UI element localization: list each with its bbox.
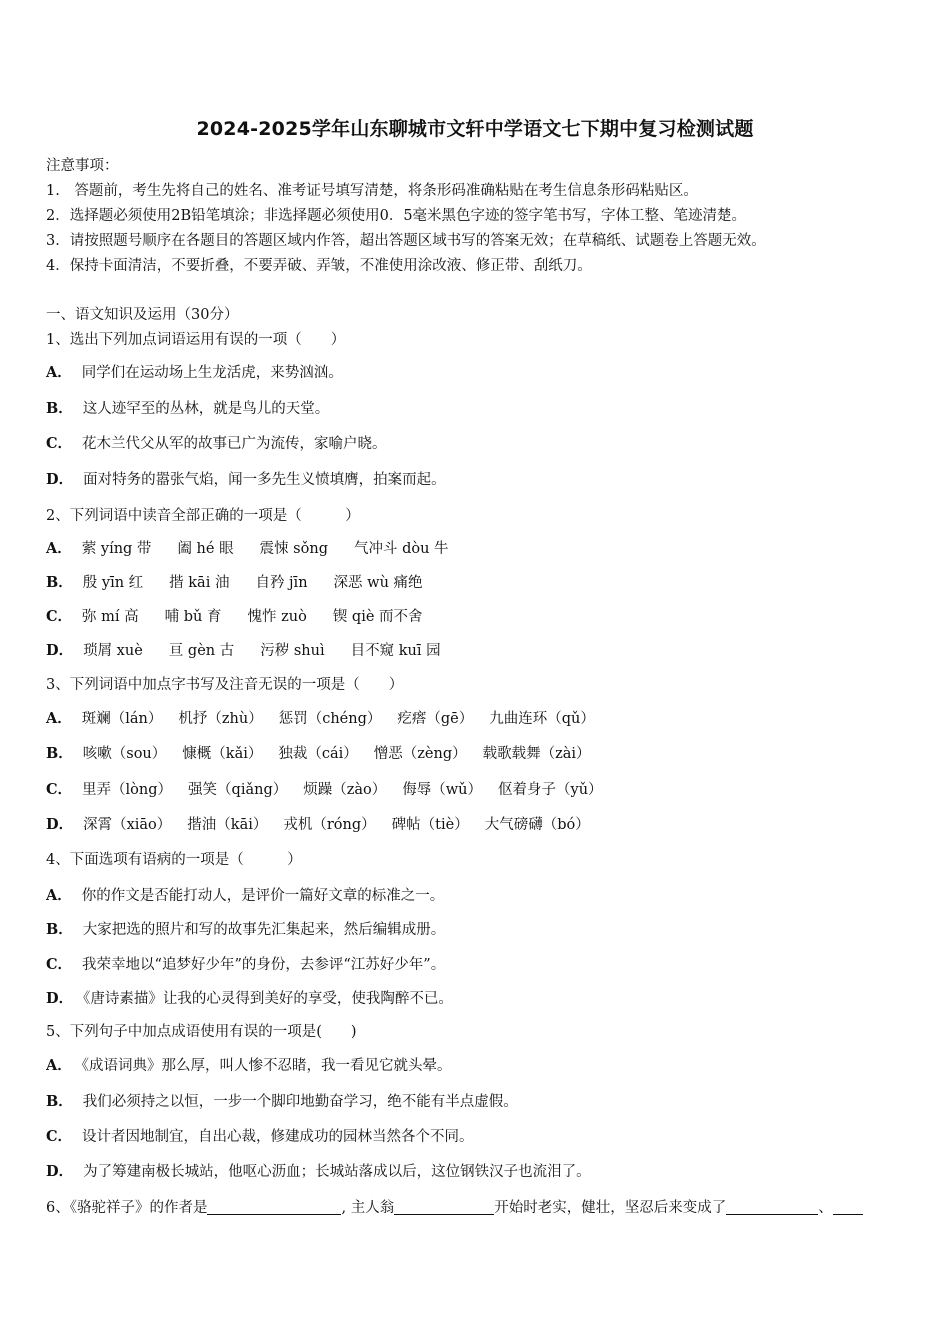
change-answer-blank-1[interactable] [726, 1199, 818, 1215]
question-3-option-c: C． 里弄（lòng） 强笑（qiǎng） 烦躁（zào） 侮辱（wǔ） 伛着身子（yǔ） [46, 781, 603, 798]
question-2-option-c: C． 弥 mí 高 哺 bǔ 育 愧怍 zuò 锲 qiè 而不舍 [46, 608, 423, 625]
question-1-option-b: B． 这人迹罕至的丛林，就是鸟儿的天堂。 [46, 400, 330, 417]
question-4-option-a: A． 你的作文是否能打动人，是评价一篇好文章的标准之一。 [46, 887, 445, 904]
question-2-stem: 2、下列词语中读音全部正确的一项是（ ） [46, 508, 360, 524]
question-1-stem: 1、选出下列加点词语运用有误的一项（ ） [46, 332, 346, 348]
question-5-stem: 5、下列句子中加点成语使用有误的一项是( ) [46, 1024, 357, 1040]
change-answer-blank-2[interactable] [833, 1199, 863, 1215]
question-3-option-b: B． 咳嗽（sou） 慷概（kǎi） 独裁（cái） 憎恶（zèng） 载歌载舞（zài） [46, 745, 591, 762]
question-5-option-a: A． 《成语词典》那么厚，叫人惨不忍睹，我一看见它就头晕。 [46, 1057, 452, 1074]
notice-item-1: 1. 答题前，考生先将自己的姓名、准考证号填写清楚，将条形码准确粘贴在考生信息条形码粘贴区。 [46, 183, 698, 199]
question-2-option-b: B． 殷 yīn 红 揩 kāi 油 自矜 jīn 深恶 wù 痛绝 [46, 574, 423, 591]
question-3-option-d: D． 深霄（xiāo） 揩油（kāi） 戎机（róng） 碑帖（tiè） 大气磅礴（bó） [46, 816, 590, 833]
question-4-option-b: B． 大家把选的照片和写的故事先汇集起来，然后编辑成册。 [46, 921, 446, 938]
section-heading: 一、语文知识及运用（30分） [46, 307, 239, 323]
question-5-option-d: D． 为了筹建南极长城站，他呕心沥血；长城站落成以后，这位钢铁汉子也流泪了。 [46, 1163, 591, 1180]
question-2-option-d: D． 琐屑 xuè 亘 gèn 古 污秽 shuì 目不窥 kuī 园 [46, 642, 441, 659]
question-3-stem: 3、下列词语中加点字书写及注音无误的一项是（ ） [46, 677, 404, 693]
question-3-option-a: A． 斑斓（lán） 机抒（zhù） 惩罚（chéng） 疙瘩（gē） 九曲连环（qǔ） [46, 710, 595, 727]
question-5-option-b: B． 我们必须持之以恒，一步一个脚印地勤奋学习，绝不能有半点虚假。 [46, 1093, 518, 1110]
question-5-option-c: C． 设计者因地制宜，自出心裁，修建成功的园林当然各个不同。 [46, 1128, 474, 1145]
question-1-option-d: D． 面对特务的嚣张气焰，闻一多先生义愤填膺，拍案而起。 [46, 471, 446, 488]
question-2-option-a: A． 萦 yíng 带 阖 hé 眼 震悚 sǒng 气冲斗 dòu 牛 [46, 540, 449, 557]
question-1-option-c: C． 花木兰代父从军的故事已广为流传，家喻户晓。 [46, 435, 387, 452]
protagonist-answer-blank[interactable] [394, 1199, 494, 1215]
notice-item-2: 2．选择题必须使用2B铅笔填涂；非选择题必须使用0．5毫米黑色字迹的签字笔书写，字体工整、笔迹清楚。 [46, 208, 747, 224]
question-6: 6、《骆驼祥子》的作者是 , 主人翁 开始时老实，健壮，坚忍后来变成了 、 [46, 1196, 863, 1217]
notice-heading: 注意事项： [46, 158, 119, 174]
question-4-option-d: D． 《唐诗素描》让我的心灵得到美好的享受，使我陶醉不已。 [46, 990, 453, 1007]
question-4-option-c: C． 我荣幸地以“追梦好少年”的身份，去参评“江苏好少年”。 [46, 956, 446, 973]
page-title: 2024-2025学年山东聊城市文轩中学语文七下期中复习检测试题 [196, 118, 754, 140]
notice-item-3: 3．请按照题号顺序在各题目的答题区域内作答，超出答题区域书写的答案无效；在草稿纸、试题卷上答题无效。 [46, 233, 766, 249]
notice-item-4: 4．保持卡面清洁，不要折叠，不要弄破、弄皱，不准使用涂改液、修正带、刮纸刀。 [46, 258, 592, 274]
question-4-stem: 4、下面选项有语病的一项是（ ） [46, 852, 302, 868]
question-1-option-a: A． 同学们在运动场上生龙活虎，来势汹汹。 [46, 364, 343, 381]
author-answer-blank[interactable] [207, 1199, 341, 1215]
